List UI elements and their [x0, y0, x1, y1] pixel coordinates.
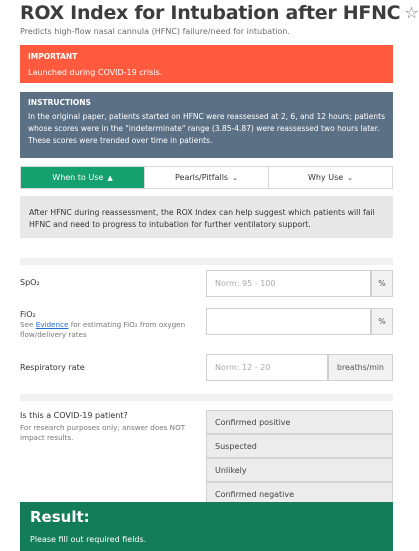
- result-heading: Result:: [30, 508, 90, 526]
- chevron-down-icon: ⌄: [232, 173, 238, 182]
- instructions-box: [20, 92, 393, 158]
- covid-label: Is this a COVID-19 patient?: [20, 411, 128, 420]
- section-divider: [20, 258, 393, 265]
- tab-when-to-use[interactable]: [21, 167, 144, 188]
- important-text: Launched during COVID-19 crisis.: [28, 68, 163, 77]
- rr-unit: breaths/min: [328, 354, 393, 381]
- covid-option-unlikely[interactable]: Unlikely: [206, 458, 393, 482]
- fio2-input[interactable]: [206, 308, 371, 335]
- evidence-link[interactable]: Evidence: [35, 320, 69, 329]
- instructions-text: In the original paper, patients started on HFNC were reassessed at 2, 6, and 12 hours; patients whose scores were in the "indeterminate" range (3.85-4.87) were reassessed two hours later. These scores were trended over time in patients.: [28, 112, 385, 145]
- fio2-unit: %: [371, 308, 393, 335]
- chevron-up-icon: ▲: [107, 173, 113, 182]
- fio2-sub: [20, 320, 200, 340]
- fio2-sub-suffix: for estimating FiO₂ from oxygen flow/delivery rates: [20, 320, 186, 339]
- result-text: Please fill out required fields.: [30, 535, 147, 544]
- spo2-input[interactable]: Norm: 95 - 100: [206, 270, 371, 297]
- important-heading: IMPORTANT: [28, 52, 78, 61]
- tab-label: Pearls/Pitfalls: [175, 173, 229, 182]
- tab-label: When to Use: [52, 173, 104, 182]
- covid-option-confirmed-positive[interactable]: Confirmed positive: [206, 410, 393, 434]
- tab-label: Why Use: [307, 173, 344, 182]
- spo2-unit: %: [371, 270, 393, 297]
- fio2-sub-prefix: See: [20, 320, 36, 329]
- rr-label: Respiratory rate: [20, 363, 85, 372]
- info-tabs: [20, 166, 393, 189]
- instructions-heading: INSTRUCTIONS: [28, 98, 91, 107]
- page-subtitle: Predicts high-flow nasal cannula (HFNC) failure/need for intubation.: [20, 27, 290, 36]
- covid-sub: For research purposes only; answer does NOT impact results.: [20, 423, 186, 442]
- tab-why-use[interactable]: [268, 167, 392, 188]
- rr-input[interactable]: Norm: 12 - 20: [206, 354, 328, 381]
- section-divider: [20, 394, 393, 401]
- important-box: [20, 45, 393, 83]
- star-icon[interactable]: ☆: [404, 3, 419, 22]
- tab-pearls-pitfalls[interactable]: [144, 167, 268, 188]
- tab-content: After HFNC during reassessment, the ROX Index can help suggest which patients will fail HFNC and need to progress to intubation for further ventilatory support.: [20, 196, 393, 238]
- covid-option-confirmed-negative[interactable]: Confirmed negative: [206, 482, 393, 506]
- covid-option-suspected[interactable]: Suspected: [206, 434, 393, 458]
- title-row: [20, 0, 419, 26]
- page-title: ROX Index for Intubation after HFNC: [20, 2, 401, 24]
- chevron-down-icon: ⌄: [347, 173, 354, 182]
- fio2-label: FiO₂: [20, 310, 36, 319]
- result-panel: [20, 502, 393, 551]
- spo2-label: SpO₂: [20, 278, 40, 287]
